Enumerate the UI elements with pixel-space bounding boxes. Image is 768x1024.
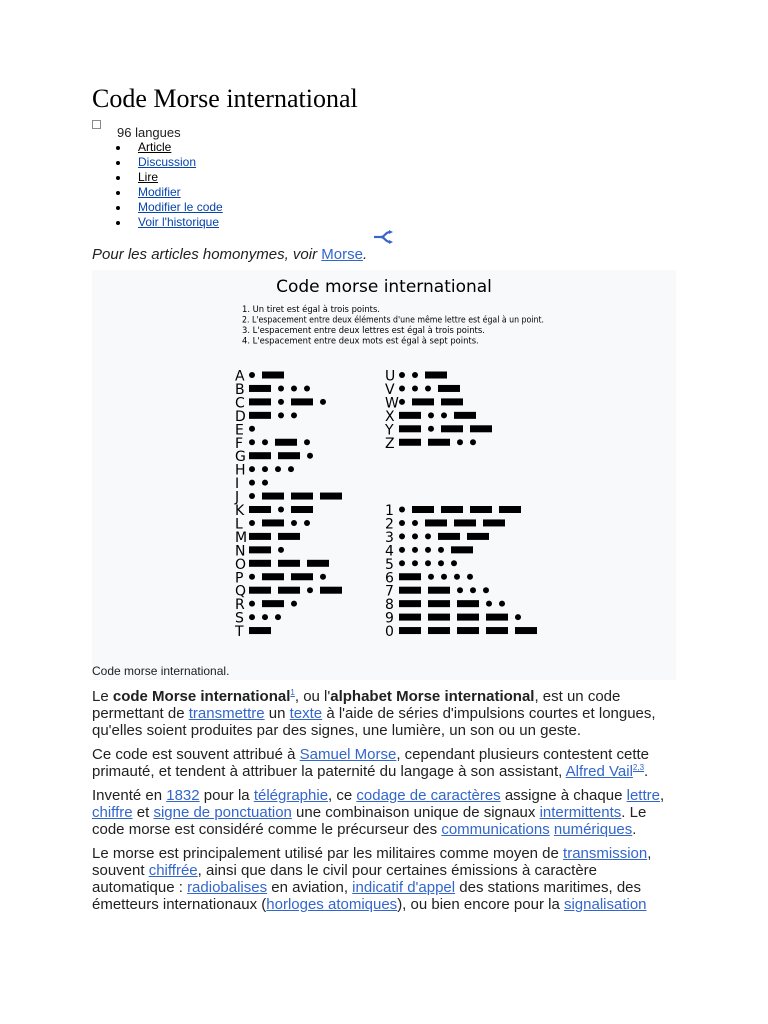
morse-dash bbox=[412, 398, 434, 405]
morse-dot bbox=[304, 520, 310, 526]
link-transmission[interactable]: transmission bbox=[563, 845, 648, 862]
morse-char: A bbox=[235, 368, 245, 385]
morse-dash bbox=[428, 600, 450, 607]
morse-dot bbox=[515, 614, 521, 620]
morse-dash bbox=[278, 533, 300, 540]
morse-dash bbox=[425, 372, 447, 379]
morse-dot bbox=[291, 601, 297, 607]
morse-dot bbox=[399, 547, 405, 553]
morse-dash bbox=[249, 452, 271, 459]
morse-dash bbox=[291, 398, 313, 405]
morse-dash bbox=[441, 425, 463, 432]
morse-dot bbox=[262, 439, 268, 445]
morse-char: E bbox=[235, 422, 244, 439]
morse-dash bbox=[249, 587, 271, 594]
morse-char: 8 bbox=[385, 597, 394, 614]
link-chiffree[interactable]: chiffrée bbox=[148, 862, 198, 879]
morse-dot bbox=[486, 601, 492, 607]
disambiguation-icon bbox=[372, 229, 396, 245]
morse-dot bbox=[483, 587, 489, 593]
morse-dot bbox=[249, 601, 255, 607]
morse-dash bbox=[483, 519, 505, 526]
page-title: Code Morse international bbox=[92, 84, 358, 113]
figure-rule: 1. Un tiret est égal à trois points. bbox=[242, 304, 380, 314]
morse-chart-image[interactable] bbox=[92, 270, 676, 662]
morse-dot bbox=[291, 412, 297, 418]
morse-char: F bbox=[235, 435, 244, 452]
morse-dot bbox=[425, 547, 431, 553]
morse-dot bbox=[278, 385, 284, 391]
morse-dash bbox=[425, 519, 447, 526]
link-communications[interactable]: communications bbox=[441, 821, 550, 838]
link-lettre[interactable]: lettre bbox=[626, 787, 660, 804]
reference-link[interactable]: 2,3 bbox=[632, 763, 645, 772]
morse-dot bbox=[399, 560, 405, 566]
morse-dash bbox=[399, 439, 421, 446]
morse-dot bbox=[412, 547, 418, 553]
morse-dot bbox=[304, 439, 310, 445]
morse-char: Z bbox=[385, 435, 395, 452]
morse-dot bbox=[288, 466, 294, 472]
morse-char: 4 bbox=[385, 543, 394, 560]
morse-dot bbox=[457, 587, 463, 593]
morse-dash bbox=[262, 600, 284, 607]
morse-dot bbox=[451, 560, 457, 566]
morse-char: 3 bbox=[385, 529, 394, 546]
morse-dash bbox=[412, 506, 434, 513]
morse-dash bbox=[262, 493, 284, 500]
morse-dash bbox=[454, 519, 476, 526]
morse-dash bbox=[441, 506, 463, 513]
morse-dot bbox=[249, 466, 255, 472]
morse-dot bbox=[262, 614, 268, 620]
link-texte[interactable]: texte bbox=[289, 705, 323, 722]
link-transmettre[interactable]: transmettre bbox=[188, 705, 265, 722]
morse-dash bbox=[399, 627, 421, 634]
morse-char: V bbox=[385, 381, 395, 398]
morse-dot bbox=[320, 574, 326, 580]
morse-dash bbox=[249, 533, 271, 540]
morse-dot bbox=[428, 426, 434, 432]
link-1832[interactable]: 1832 bbox=[166, 787, 200, 804]
morse-dash bbox=[457, 614, 479, 621]
morse-dash bbox=[441, 398, 463, 405]
morse-char: W bbox=[385, 395, 399, 412]
morse-dot bbox=[457, 439, 463, 445]
link-telegraphie[interactable]: télégraphie bbox=[253, 787, 329, 804]
morse-dot bbox=[412, 560, 418, 566]
morse-dot bbox=[307, 453, 313, 459]
morse-dash bbox=[249, 412, 271, 419]
paragraph-invention: Inventé en 1832 pour la télégraphie, ce codage de caractères assigne à chaque lettre, chiffre et signe de ponctuation une combinaison unique de signaux intermittents. Le code morse est considéré comme le précurseur des communications numériques. bbox=[92, 787, 665, 838]
link-numeriques[interactable]: numériques bbox=[553, 821, 633, 838]
link-samuel-morse[interactable]: Samuel Morse bbox=[299, 746, 397, 763]
morse-dot bbox=[307, 587, 313, 593]
tab-history[interactable]: Voir l'historique bbox=[116, 215, 223, 230]
morse-dash bbox=[451, 546, 473, 553]
morse-dash bbox=[428, 627, 450, 634]
morse-char: 5 bbox=[385, 556, 394, 573]
morse-dash bbox=[470, 506, 492, 513]
morse-dash bbox=[249, 627, 271, 634]
morse-char: 2 bbox=[385, 516, 394, 533]
morse-dot bbox=[438, 547, 444, 553]
article-body bbox=[92, 688, 682, 920]
morse-dot bbox=[412, 520, 418, 526]
morse-dash bbox=[399, 573, 421, 580]
morse-dash bbox=[457, 600, 479, 607]
morse-char: O bbox=[235, 556, 247, 573]
morse-dash bbox=[499, 506, 521, 513]
tab-edit-source[interactable]: Modifier le code bbox=[116, 200, 223, 215]
morse-char: 6 bbox=[385, 570, 394, 587]
morse-dot bbox=[399, 533, 405, 539]
morse-dot bbox=[470, 587, 476, 593]
morse-dash bbox=[278, 560, 300, 567]
morse-dot bbox=[412, 372, 418, 378]
morse-dash bbox=[291, 506, 313, 513]
morse-dot bbox=[249, 426, 255, 432]
morse-char: P bbox=[235, 570, 244, 587]
morse-dot bbox=[425, 385, 431, 391]
morse-dash bbox=[249, 560, 271, 567]
morse-dot bbox=[275, 466, 281, 472]
morse-dash bbox=[486, 627, 508, 634]
morse-dash bbox=[320, 493, 342, 500]
morse-char: L bbox=[235, 516, 243, 533]
morse-dot bbox=[278, 412, 284, 418]
morse-dash bbox=[486, 614, 508, 621]
morse-char: X bbox=[385, 408, 395, 425]
morse-char: S bbox=[235, 610, 244, 627]
morse-dot bbox=[412, 533, 418, 539]
morse-dash bbox=[278, 452, 300, 459]
morse-dash bbox=[249, 546, 271, 553]
morse-char: N bbox=[235, 543, 246, 560]
morse-dash bbox=[320, 587, 342, 594]
tab-discussion[interactable]: Discussion bbox=[116, 155, 223, 170]
morse-dot bbox=[467, 574, 473, 580]
morse-dot bbox=[428, 574, 434, 580]
morse-dash bbox=[291, 573, 313, 580]
morse-dash bbox=[262, 573, 284, 580]
morse-dash bbox=[249, 398, 271, 405]
morse-dot bbox=[441, 574, 447, 580]
link-alfred-vail[interactable]: Alfred Vail bbox=[565, 763, 633, 780]
morse-char: T bbox=[235, 624, 244, 641]
morse-dash bbox=[399, 600, 421, 607]
morse-dot bbox=[438, 560, 444, 566]
morse-char: J bbox=[235, 489, 240, 506]
morse-dash bbox=[438, 385, 460, 392]
morse-dot bbox=[278, 507, 284, 513]
morse-dash bbox=[262, 372, 284, 379]
morse-char: 9 bbox=[385, 610, 394, 627]
morse-dash bbox=[428, 439, 450, 446]
morse-char: 0 bbox=[385, 624, 394, 641]
morse-chart-figure[interactable] bbox=[92, 270, 676, 680]
paragraph-usage: Le morse est principalement utilisé par les militaires comme moyen de transmission, souvent chiffrée, ainsi que dans le civil pour certaines émissions à caractère automatique : radiobalises en aviation, indicatif d'appel des stations maritimes, des émetteurs internationaux (horloges atomiques), ou bien encore pour la signalisation bbox=[92, 845, 652, 913]
morse-dot bbox=[275, 614, 281, 620]
link-signe-ponctuation[interactable]: signe de ponctuation bbox=[153, 804, 292, 821]
link-signalisation[interactable]: signalisation bbox=[563, 896, 647, 913]
morse-dot bbox=[278, 547, 284, 553]
morse-dot bbox=[262, 466, 268, 472]
morse-dot bbox=[249, 439, 255, 445]
morse-char: 7 bbox=[385, 583, 394, 600]
morse-dot bbox=[249, 493, 255, 499]
paragraph-intro: Le code Morse international$^1$, ou l'alphabet Morse international, est un code permettant de transmettre un texte à l'aide de séries d'impulsions courtes et longues, qu'elles soient produites par des signes, une lumière, un son ou un geste. bbox=[92, 688, 656, 739]
morse-dash bbox=[399, 425, 421, 432]
morse-dot bbox=[249, 372, 255, 378]
morse-dash bbox=[249, 506, 271, 513]
morse-dot bbox=[249, 480, 255, 486]
morse-char: I bbox=[235, 476, 240, 493]
morse-char: K bbox=[235, 503, 245, 519]
link-radiobalises[interactable]: radiobalises bbox=[187, 879, 268, 896]
morse-dot bbox=[399, 385, 405, 391]
morse-dot bbox=[399, 520, 405, 526]
morse-dash bbox=[262, 519, 284, 526]
morse-dash bbox=[399, 587, 421, 594]
morse-char: M bbox=[235, 529, 248, 546]
link-chiffre[interactable]: chiffre bbox=[92, 804, 133, 821]
morse-char: C bbox=[235, 395, 245, 412]
morse-dot bbox=[499, 601, 505, 607]
morse-dash bbox=[307, 560, 329, 567]
hatnote: Pour les articles homonymes, voir Morse. bbox=[92, 246, 368, 263]
page-actions-list bbox=[116, 140, 223, 230]
morse-dash bbox=[249, 385, 271, 392]
morse-dot bbox=[278, 399, 284, 405]
figure-rule: 4. L'espacement entre deux mots est égal à sept points. bbox=[242, 335, 479, 346]
morse-dot bbox=[291, 520, 297, 526]
morse-dash bbox=[275, 439, 297, 446]
morse-dot bbox=[412, 385, 418, 391]
morse-char: U bbox=[385, 368, 396, 385]
morse-dot bbox=[441, 412, 447, 418]
morse-dash bbox=[457, 627, 479, 634]
tab-edit[interactable]: Modifier bbox=[116, 185, 223, 200]
morse-dash bbox=[515, 627, 537, 634]
link-intermittents[interactable]: intermittents bbox=[539, 804, 622, 821]
figure-heading: Code morse international bbox=[276, 277, 492, 297]
morse-dot bbox=[249, 574, 255, 580]
morse-dot bbox=[428, 412, 434, 418]
morse-char: H bbox=[235, 462, 246, 479]
reference-link[interactable]: 1 bbox=[290, 688, 295, 697]
morse-dash bbox=[399, 614, 421, 621]
link-codage-caracteres[interactable]: codage de caractères bbox=[356, 787, 501, 804]
morse-dash bbox=[470, 425, 492, 432]
hatnote-link-morse[interactable]: Morse bbox=[321, 246, 363, 263]
morse-dash bbox=[438, 533, 460, 540]
morse-dot bbox=[249, 614, 255, 620]
morse-char: B bbox=[235, 381, 245, 398]
morse-dot bbox=[399, 507, 405, 513]
morse-dot bbox=[320, 399, 326, 405]
morse-dash bbox=[428, 587, 450, 594]
link-horloges-atomiques[interactable]: horloges atomiques bbox=[266, 896, 398, 913]
languages-count-label[interactable]: 96 langues bbox=[117, 125, 181, 140]
morse-dot bbox=[262, 480, 268, 486]
morse-dash bbox=[428, 614, 450, 621]
figure-rule: 3. L'espacement entre deux lettres est égal à trois points. bbox=[242, 325, 485, 335]
morse-char: Q bbox=[235, 583, 247, 600]
morse-dot bbox=[249, 520, 255, 526]
morse-dot bbox=[399, 399, 405, 405]
figure-rule: 2. L'espacement entre deux éléments d'une même lettre est égal à un point. bbox=[242, 314, 544, 325]
tab-read[interactable]: Lire bbox=[116, 170, 223, 185]
morse-char: G bbox=[235, 449, 246, 466]
morse-dash bbox=[399, 412, 421, 419]
morse-dot bbox=[470, 439, 476, 445]
morse-dot bbox=[291, 385, 297, 391]
morse-dot bbox=[425, 560, 431, 566]
morse-dot bbox=[425, 533, 431, 539]
morse-dash bbox=[467, 533, 489, 540]
paragraph-attribution: Ce code est souvent attribué à Samuel Morse, cependant plusieurs contestent cette primauté, et tendent à attribuer la paternité du langage à son assistant, Alfred Vail$^{2,3}$. bbox=[92, 746, 650, 780]
language-toggle-checkbox[interactable] bbox=[92, 120, 101, 129]
morse-char: D bbox=[235, 408, 246, 425]
morse-dot bbox=[304, 385, 310, 391]
morse-dash bbox=[454, 412, 476, 419]
figure-caption: Code morse international. bbox=[92, 664, 230, 678]
morse-dot bbox=[454, 574, 460, 580]
morse-char: R bbox=[235, 597, 245, 614]
morse-char: Y bbox=[385, 422, 394, 439]
morse-dot bbox=[399, 372, 405, 378]
morse-char: 1 bbox=[385, 503, 394, 519]
morse-dash bbox=[278, 587, 300, 594]
morse-dash bbox=[291, 493, 313, 500]
link-indicatif-appel[interactable]: indicatif d'appel bbox=[352, 879, 456, 896]
tab-article[interactable]: Article bbox=[116, 140, 223, 155]
